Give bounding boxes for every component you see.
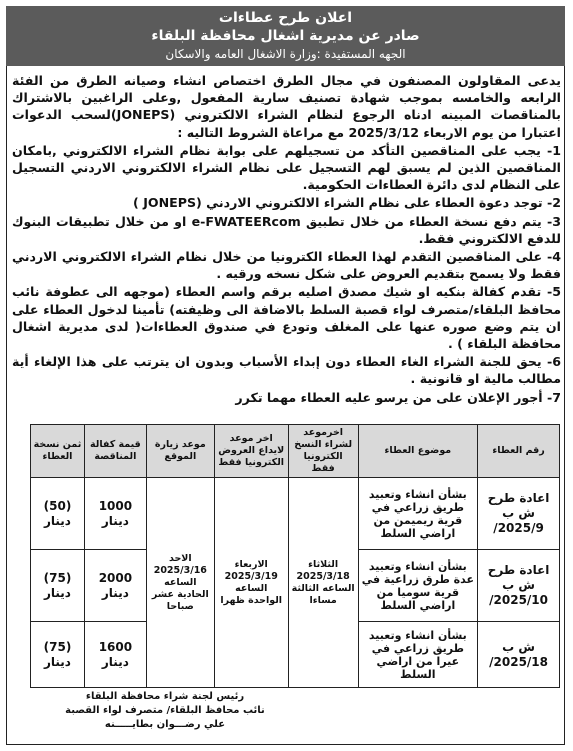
condition-6: 6- يحق للجنة الشراء الغاء العطاء دون إبداء الأسباب وبدون ان يترتب على هذا الإلغاء أية مطالب مالية او قانونية . xyxy=(12,354,561,387)
col-header-guarantee: قيمة كفالة المناقصة xyxy=(84,425,146,478)
condition-7: 7- أجور الإعلان على من يرسو عليه العطاء مهما تكرر xyxy=(235,389,561,405)
tender-price: (50) دينار xyxy=(31,478,85,550)
col-header-purchase-deadline: اخرموعد لشراء النسخ الكترونيا فقط xyxy=(288,425,358,478)
intro-paragraph: يدعى المقاولون المصنفون في مجال الطرق اختصاص انشاء وصيانه الطرق من الفئة الرابعه والخامسه بموجب شهادة تصنيف سارية المفعول ,وعلى الراغبين بالاشتراك بالمناقصات المبينه ادناه الرجوع لنظام الشراء الالكتروني (JONEPS)لسحب الدعوات اعتبارا من يوم الاربعاء 2025/3/12 مع مراعاة الشروط التاليه : xyxy=(12,73,561,140)
tender-number: اعادة طرح ش ب 2025/9/ xyxy=(478,478,560,550)
signature-name: علي رضـــوان بطايـــــنه xyxy=(104,719,226,730)
tender-subject: بشأن انشاء وتعبيد طريق زراعي في عيرا من اراضي السلط xyxy=(358,622,478,688)
header-title: اعلان طرح عطاءات xyxy=(218,10,353,26)
submission-deadline: الاربعاء 2025/3/19 الساعه الواحدة ظهرا xyxy=(214,478,288,688)
col-header-site-visit: موعد زيارة الموقع xyxy=(146,425,214,478)
col-header-submission-deadline: اخر موعد لايداع العروض الكترونيا فقط xyxy=(214,425,288,478)
tender-number: ش ب 2025/18/ xyxy=(478,622,560,688)
condition-5: 5- تقدم كفالة بنكيه او شيك مصدق اصليه برقم واسم العطاء (موجهه الى عطوفة نائب محافظ البلقاء/متصرف لواء قصبة السلط بالاضافة الى وظيفته) تأمينا لدخول العطاء على ان يتم وضع صوره عنها على المغلف وتودع في صندوق العطاءات( لدى مديرية اشغال محافظة البلقاء ) . xyxy=(12,284,561,352)
tender-guarantee: 1000 دينار xyxy=(84,478,146,550)
header-beneficiary: الجهه المستفيدة :وزارة الاشغال العامه والاسكان xyxy=(165,47,406,61)
tender-guarantee: 1600 دينار xyxy=(84,622,146,688)
table-header-row xyxy=(31,425,560,478)
table-row xyxy=(31,478,560,550)
condition-4: 4- على المناقصين التقدم لهذا العطاء الكترونيا من خلال نظام الشراء الالكتروني الاردني فقط ولا يسمح بتقديم العروض على شكل نسخه ورقيه . xyxy=(12,249,561,282)
tender-price: (75) دينار xyxy=(31,550,85,622)
site-visit: الاحد 2025/3/16 الساعه الحادية عشر صباحا xyxy=(146,478,214,688)
col-header-subject: موضوع العطاء xyxy=(358,425,478,478)
tender-number: اعادة طرح ش ب 2025/10/ xyxy=(478,550,560,622)
purchase-deadline: الثلاثاء 2025/3/18 الساعه الثالثة مساءا xyxy=(288,478,358,688)
signature-block xyxy=(40,690,290,732)
signature-committee: رئيس لجنة شراء محافظة البلقاء xyxy=(85,691,245,702)
condition-2: 2- توجد دعوة العطاء على نظام الشراء الالكتروني الاردني (JONEPS ) xyxy=(133,195,561,211)
tender-table xyxy=(30,424,560,688)
condition-3: 3- يتم دفع نسخة العطاء من خلال تطبيق e-FWATEERcom او من خلال تطبيقات البنوك للدفع الالكتروني فقط. xyxy=(12,213,561,246)
col-header-number: رقم العطاء xyxy=(478,425,560,478)
header-issuer: صادر عن مديرية اشغال محافظة البلقاء xyxy=(151,28,420,44)
tender-price: (75) دينار xyxy=(31,622,85,688)
tender-subject: بشأن انشاء وتعبيد طريق زراعي في قرية ريميمن من اراضي السلط xyxy=(358,478,478,550)
announcement-body xyxy=(12,72,561,407)
announcement-header xyxy=(6,6,565,66)
col-header-price: ثمن نسخة العطاء xyxy=(31,425,85,478)
signature-title: نائب محافظ البلقاء/ متصرف لواء القصبة xyxy=(65,705,265,716)
condition-1: 1- يجب على المناقصين التأكد من تسجيلهم على بوابة نظام الشراء الالكتروني ,بامكان المناقصين الذين لم يسبق لهم التسجيل على نظام الشراء الالكتروني الاردني التسجيل على النظام لدى دائرة العطاءات الحكومية. xyxy=(12,142,561,193)
tender-guarantee: 2000 دينار xyxy=(84,550,146,622)
tender-subject: بشأن انشاء وتعبيد عدة طرق زراعية في قرية سوميا من اراضي السلط xyxy=(358,550,478,622)
